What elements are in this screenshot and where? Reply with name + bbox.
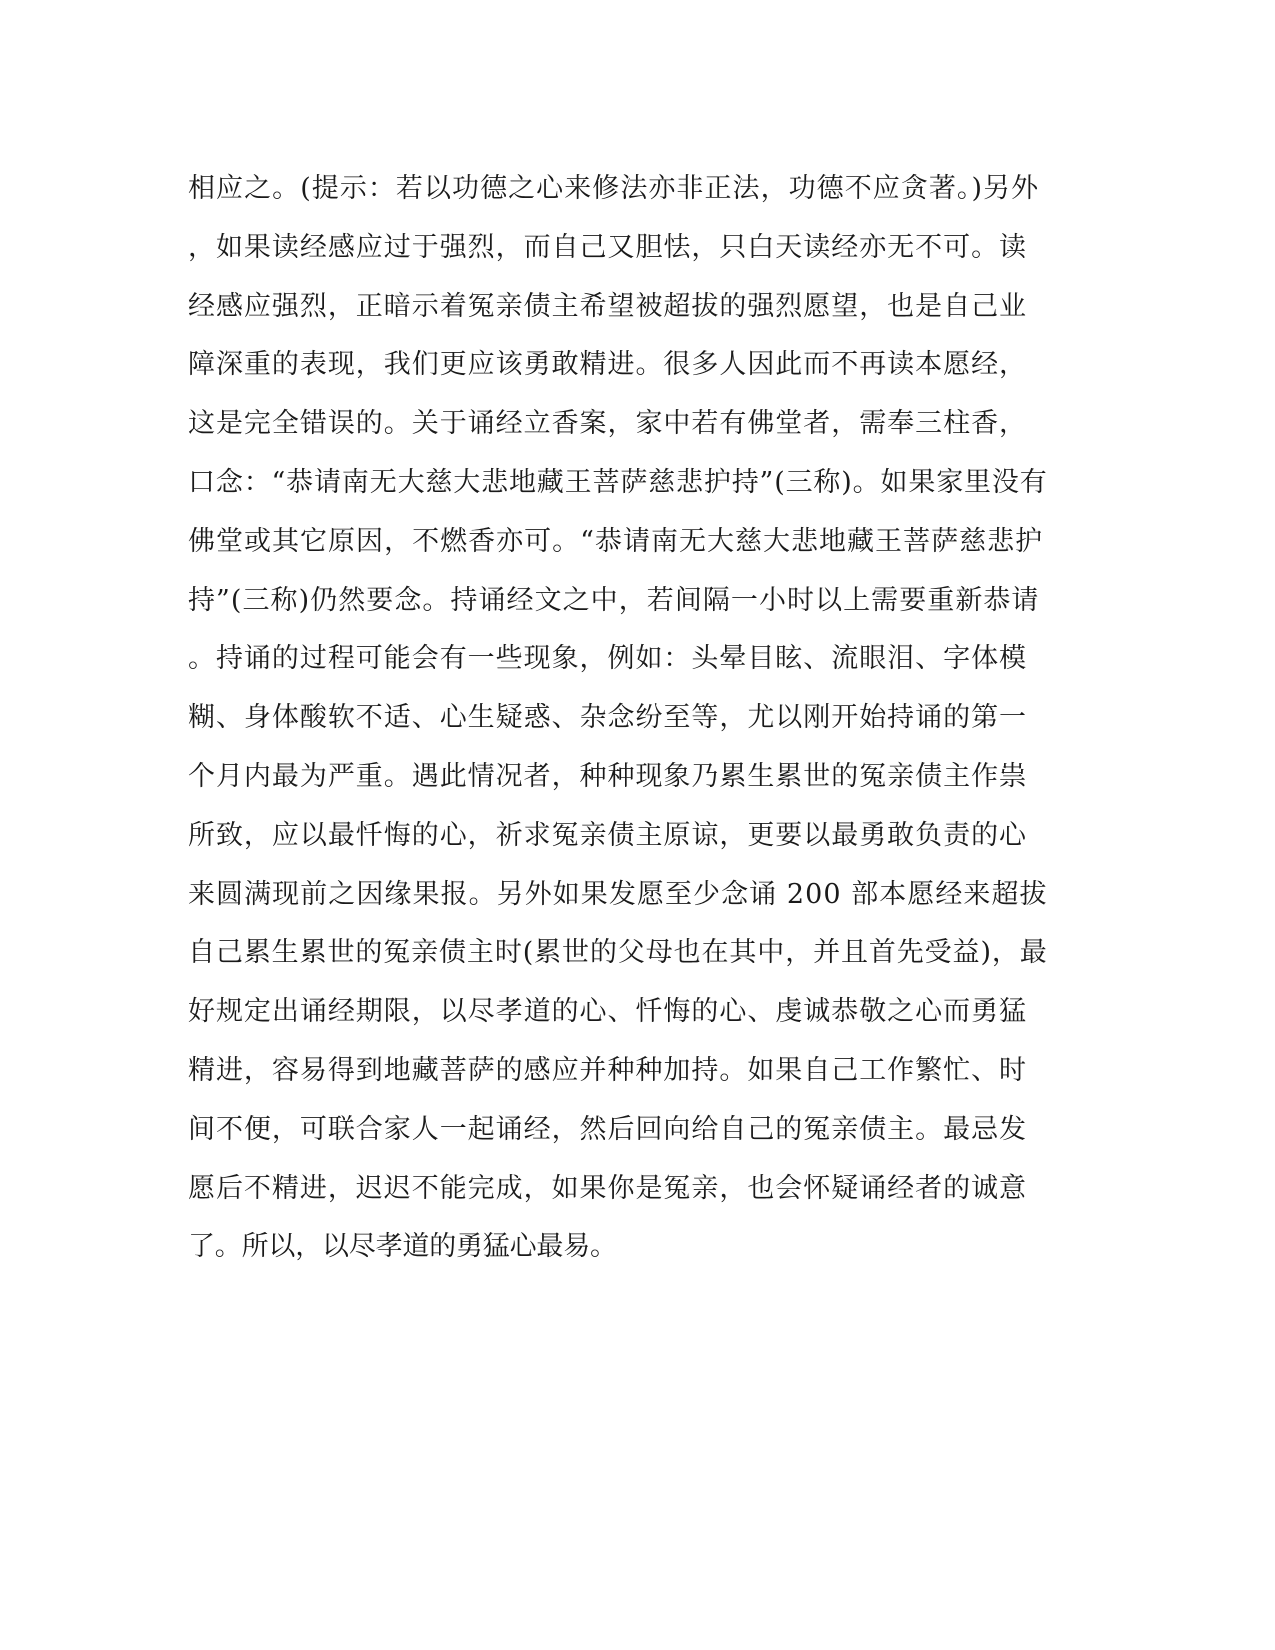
text-line: 愿后不精进，迟迟不能完成，如果你是冤亲，也会怀疑诵经者的诚意 bbox=[188, 1172, 1027, 1204]
text-line: 持”(三称)仍然要念。持诵经文之中，若间隔一小时以上需要重新恭请 bbox=[188, 584, 1040, 616]
body-text bbox=[188, 160, 1088, 1277]
text-line: 个月内最为严重。遇此情况者，种种现象乃累生累世的冤亲债主作祟 bbox=[188, 760, 1027, 792]
text-line: 了。所以，以尽孝道的勇猛心最易。 bbox=[188, 1231, 617, 1263]
text-line: 。持诵的过程可能会有一些现象，例如：头晕目眩、流眼泪、字体模 bbox=[188, 643, 1027, 675]
text-line: 这是完全错误的。关于诵经立香案，家中若有佛堂者，需奉三柱香， bbox=[188, 408, 1027, 440]
text-line: 糊、身体酸软不适、心生疑惑、杂念纷至等，尤以刚开始持诵的第一 bbox=[188, 702, 1027, 734]
text-line: 自己累生累世的冤亲债主时(累世的父母也在其中，并且首先受益)，最 bbox=[188, 937, 1048, 969]
text-line: 口念：“恭请南无大慈大悲地藏王菩萨慈悲护持”(三称)。如果家里没有 bbox=[188, 466, 1048, 498]
text-line: 所致，应以最忏悔的心，祈求冤亲债主原谅，更要以最勇敢负责的心 bbox=[188, 819, 1027, 851]
text-line: 好规定出诵经期限，以尽孝道的心、忏悔的心、虔诚恭敬之心而勇猛 bbox=[188, 996, 1027, 1028]
text-line: 障深重的表现，我们更应该勇敢精进。很多人因此而不再读本愿经， bbox=[188, 349, 1027, 381]
text-line: 来圆满现前之因缘果报。另外如果发愿至少念诵 200 部本愿经来超拔 bbox=[188, 878, 1048, 910]
text-line: 精进，容易得到地藏菩萨的感应并种种加持。如果自己工作繁忙、时 bbox=[188, 1054, 1027, 1086]
text-line: 间不便，可联合家人一起诵经，然后回向给自己的冤亲债主。最忌发 bbox=[188, 1113, 1027, 1145]
text-line: ，如果读经感应过于强烈，而自己又胆怯，只白天读经亦无不可。读 bbox=[188, 231, 1027, 263]
text-line: 相应之。(提示：若以功德之心来修法亦非正法，功德不应贪著。)另外 bbox=[188, 173, 1040, 204]
text-line: 佛堂或其它原因，不燃香亦可。“恭请南无大慈大悲地藏王菩萨慈悲护 bbox=[188, 525, 1044, 557]
text-line: 经感应强烈，正暗示着冤亲债主希望被超拔的强烈愿望，也是自己业 bbox=[188, 290, 1027, 322]
